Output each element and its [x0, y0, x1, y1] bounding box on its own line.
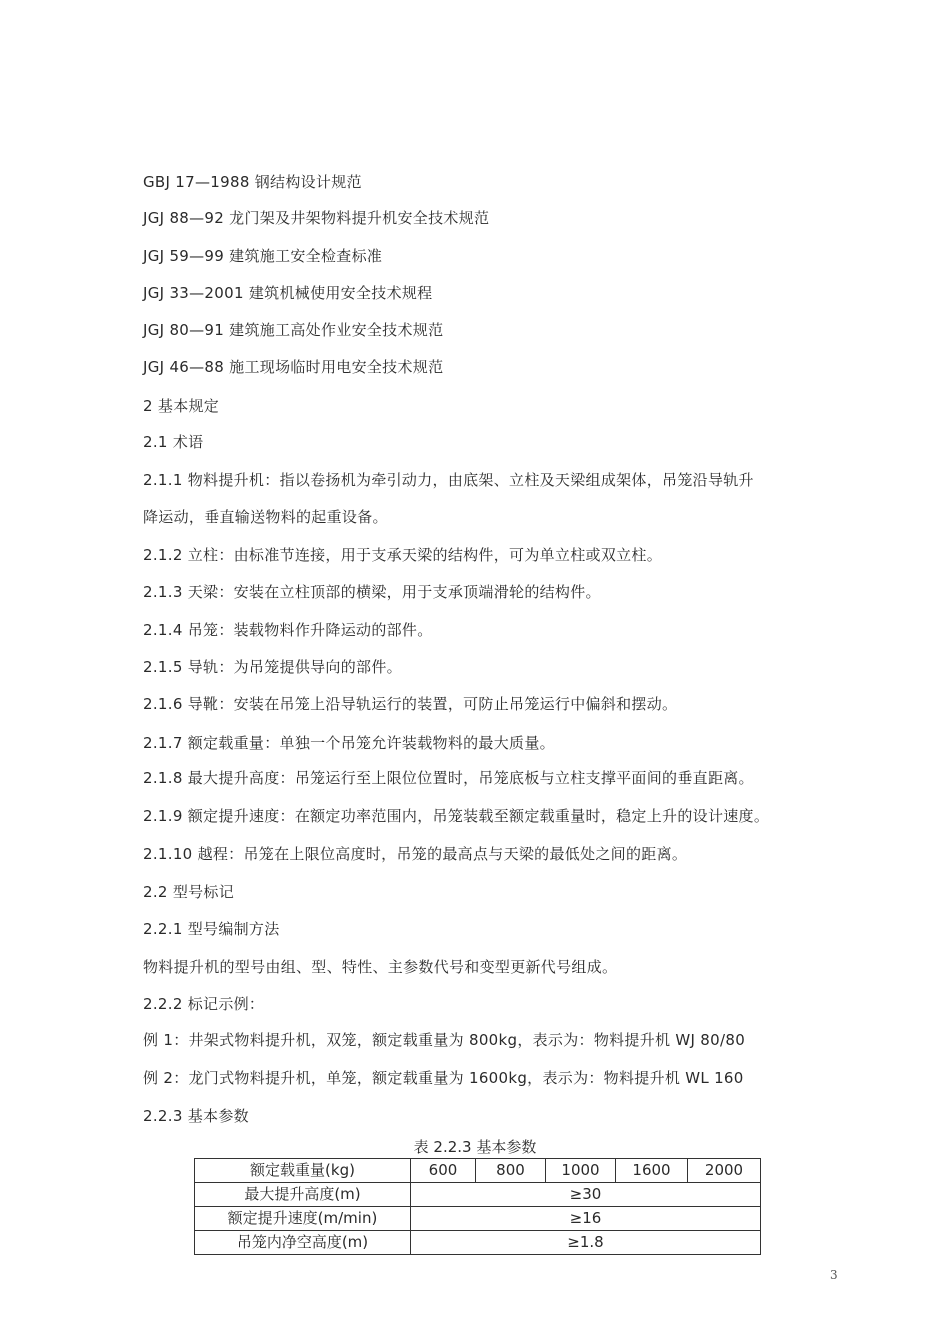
clause-2-1-8: 2.1.8 最大提升高度：吊笼运行至上限位位置时，吊笼底板与立柱支撑平面间的垂直距离。 — [143, 769, 754, 787]
clause-2-1-9: 2.1.9 额定提升速度：在额定功率范围内，吊笼装载至额定载重量时，稳定上升的设计速度。 — [143, 807, 770, 825]
reference-jgj-33: JGJ 33—2001 建筑机械使用安全技术规程 — [143, 284, 433, 302]
table-cell: 800 — [476, 1159, 546, 1183]
table-cell: ≥1.8 — [411, 1231, 761, 1255]
clause-2-1-7: 2.1.7 额定载重量：单独一个吊笼允许装载物料的最大质量。 — [143, 734, 555, 752]
table-cell: 600 — [411, 1159, 476, 1183]
clause-2-1-1-continued: 降运动，垂直输送物料的起重设备。 — [143, 508, 388, 526]
table-row-label: 额定提升速度(m/min) — [195, 1207, 411, 1231]
table-row-label: 吊笼内净空高度(m) — [195, 1231, 411, 1255]
table-cell: 2000 — [688, 1159, 761, 1183]
basic-parameters-table — [194, 1158, 761, 1255]
clause-2-1-1: 2.1.1 物料提升机：指以卷扬机为牵引动力，由底架、立柱及天梁组成架体，吊笼沿导轨升 — [143, 471, 754, 489]
clause-2-1-4: 2.1.4 吊笼：装载物料作升降运动的部件。 — [143, 621, 433, 639]
clause-2-1-2: 2.1.2 立柱：由标准节连接，用于支承天梁的结构件，可为单立柱或双立柱。 — [143, 546, 663, 564]
reference-jgj-46: JGJ 46—88 施工现场临时用电安全技术规范 — [143, 358, 444, 376]
example-2: 例 2：龙门式物料提升机，单笼，额定载重量为 1600kg，表示为：物料提升机 WL 160 — [143, 1069, 744, 1087]
table-row — [195, 1207, 761, 1231]
clause-2-2-3: 2.2.3 基本参数 — [143, 1107, 249, 1125]
table-cell: 1600 — [616, 1159, 688, 1183]
clause-2-1-5: 2.1.5 导轨：为吊笼提供导向的部件。 — [143, 658, 402, 676]
section-heading-2-2: 2.2 型号标记 — [143, 883, 235, 901]
table-cell: 1000 — [546, 1159, 616, 1183]
table-caption: 表 2.2.3 基本参数 — [413, 1138, 537, 1156]
table-row-label: 额定载重量(kg) — [195, 1159, 411, 1183]
section-heading-2-1: 2.1 术语 — [143, 433, 204, 451]
table-row — [195, 1183, 761, 1207]
example-1: 例 1：井架式物料提升机，双笼，额定载重量为 800kg，表示为：物料提升机 WJ 80/80 — [143, 1031, 746, 1049]
section-heading-2: 2 基本规定 — [143, 397, 220, 415]
clause-2-1-10: 2.1.10 越程：吊笼在上限位高度时，吊笼的最高点与天梁的最低处之间的距离。 — [143, 845, 688, 863]
clause-2-1-3: 2.1.3 天梁：安装在立柱顶部的横梁，用于支承顶端滑轮的结构件。 — [143, 583, 601, 601]
table-row — [195, 1231, 761, 1255]
table-row-label: 最大提升高度(m) — [195, 1183, 411, 1207]
model-description: 物料提升机的型号由组、型、特性、主参数代号和变型更新代号组成。 — [143, 958, 618, 976]
page-number: 3 — [830, 1268, 838, 1282]
table-cell: ≥30 — [411, 1183, 761, 1207]
clause-2-1-6: 2.1.6 导靴：安装在吊笼上沿导轨运行的装置，可防止吊笼运行中偏斜和摆动。 — [143, 695, 678, 713]
reference-gbj-17: GBJ 17—1988 钢结构设计规范 — [143, 173, 362, 191]
reference-jgj-80: JGJ 80—91 建筑施工高处作业安全技术规范 — [143, 321, 444, 339]
reference-jgj-59: JGJ 59—99 建筑施工安全检查标准 — [143, 247, 383, 265]
table-cell: ≥16 — [411, 1207, 761, 1231]
table-row — [195, 1159, 761, 1183]
reference-jgj-88: JGJ 88—92 龙门架及井架物料提升机安全技术规范 — [143, 209, 490, 227]
clause-2-2-2: 2.2.2 标记示例： — [143, 995, 265, 1013]
clause-2-2-1: 2.2.1 型号编制方法 — [143, 920, 280, 938]
